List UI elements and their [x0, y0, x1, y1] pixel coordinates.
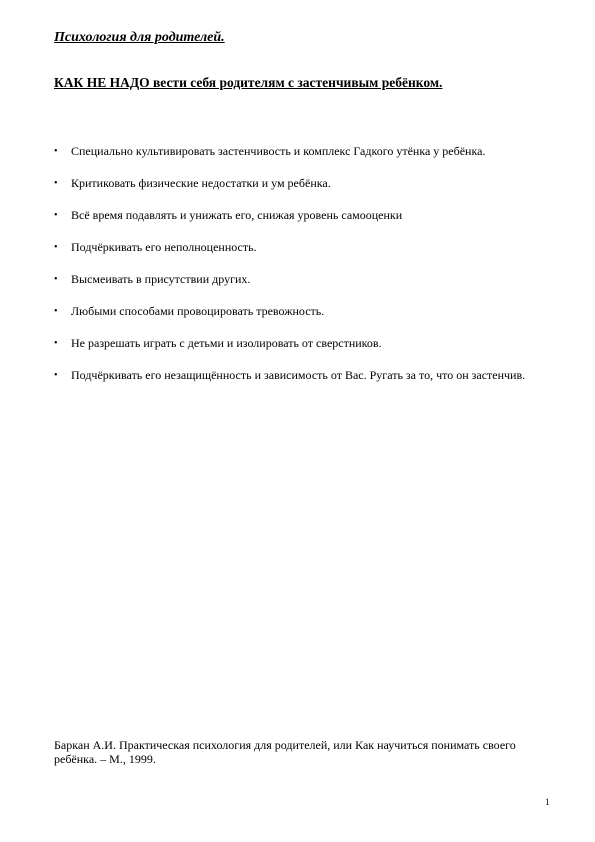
- document-subtitle: КАК НЕ НАДО вести себя родителям с застенчивым ребёнком.: [54, 75, 443, 90]
- list-item: [54, 145, 552, 158]
- bullet-icon: •: [54, 274, 58, 285]
- list-item-text: Всё время подавлять и унижать его, снижая уровень самооценки: [71, 208, 403, 222]
- list-item: [54, 209, 552, 222]
- list-item: [54, 305, 552, 318]
- bullet-list: [54, 145, 552, 401]
- bullet-icon: •: [54, 242, 58, 253]
- bullet-icon: •: [54, 178, 58, 189]
- list-item-text: Подчёркивать его незащищённость и зависимость от Вас. Ругать за то, что он застенчив.: [71, 368, 526, 382]
- list-item-text: Специально культивировать застенчивость и комплекс Гадкого утёнка у ребёнка.: [71, 144, 486, 158]
- list-item: [54, 177, 552, 190]
- list-item: [54, 369, 552, 382]
- list-item-text: Любыми способами провоцировать тревожность.: [71, 304, 325, 318]
- list-item-text: Критиковать физические недостатки и ум ребёнка.: [71, 176, 331, 190]
- list-item-text: Высмеивать в присутствии других.: [71, 272, 251, 286]
- list-item: [54, 337, 552, 350]
- page-number: 1: [545, 797, 550, 807]
- bullet-icon: •: [54, 210, 58, 221]
- bibliographic-reference: Баркан А.И. Практическая психология для родителей, или Как научиться понимать своего ребёнка. – М., 1999.: [54, 738, 516, 766]
- list-item: [54, 273, 552, 286]
- list-item-text: Не разрешать играть с детьми и изолировать от сверстников.: [71, 336, 382, 350]
- bullet-icon: •: [54, 370, 58, 381]
- document-title: Психология для родителей.: [54, 30, 225, 45]
- list-item-text: Подчёркивать его неполноценность.: [71, 240, 257, 254]
- bullet-icon: •: [54, 146, 58, 157]
- bullet-icon: •: [54, 338, 58, 349]
- list-item: [54, 241, 552, 254]
- bullet-icon: •: [54, 306, 58, 317]
